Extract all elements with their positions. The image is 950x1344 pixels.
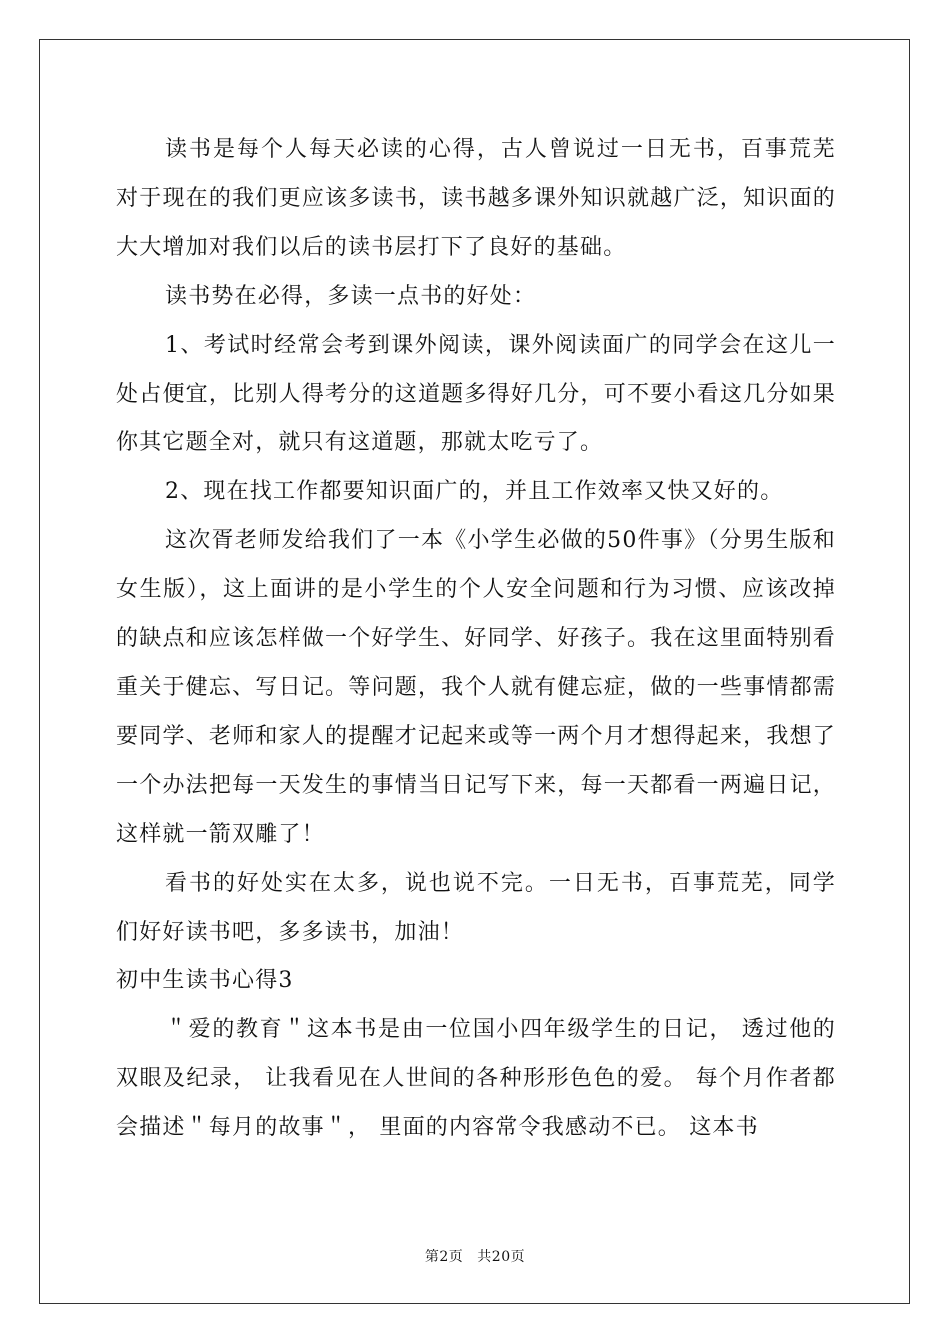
paragraph: 这次胥老师发给我们了一本《小学生必做的50件事》（分男生版和女生版），这上面讲的是小学生的个人安全问题和行为习惯、应该改掉的缺点和应该怎样做一个好学生、好同学、好孩子。我在这里面特别看重关于健忘、写日记。等问题，我个人就有健忘症，做的一些事情都需要同学、老师和家人的提醒才记起来或等一两个月才想得起来，我想了一个办法把每一天发生的事情当日记写下来，每一天都看一两遍日记，这样就一箭双雕了！	[116, 528, 836, 847]
document-body	[116, 126, 836, 1153]
paragraph: ＂爱的教育＂这本书是由一位国小四年级学生的日记， 透过他的双眼及纪录， 让我看见在人世间的各种形形色色的爱。 每个月作者都会描述＂每月的故事＂， 里面的内容常令我感动不已。 这本书	[116, 1017, 836, 1141]
section-heading: 初中生读书心得3	[116, 968, 294, 994]
page-total: 共20页	[477, 1249, 526, 1265]
page-footer	[0, 1246, 950, 1266]
paragraph: 看书的好处实在太多，说也说不完。一日无书，百事荒芜，同学们好好读书吧，多多读书，加油！	[116, 870, 836, 945]
page-number: 第2页	[424, 1249, 464, 1265]
paragraph: 读书势在必得，多读一点书的好处：	[165, 283, 537, 309]
paragraph: 读书是每个人每天必读的心得，古人曾说过一日无书，百事荒芜对于现在的我们更应该多读书，读书越多课外知识就越广泛，知识面的大大增加对我们以后的读书层打下了良好的基础。	[116, 137, 836, 260]
paragraph: 2、现在找工作都要知识面广的，并且工作效率又快又好的。	[165, 479, 784, 505]
paragraph: 1、考试时经常会考到课外阅读，课外阅读面广的同学会在这儿一处占便宜，比别人得考分的这道题多得好几分，可不要小看这几分如果你其它题全对，就只有这道题，那就太吃亏了。	[116, 332, 836, 456]
